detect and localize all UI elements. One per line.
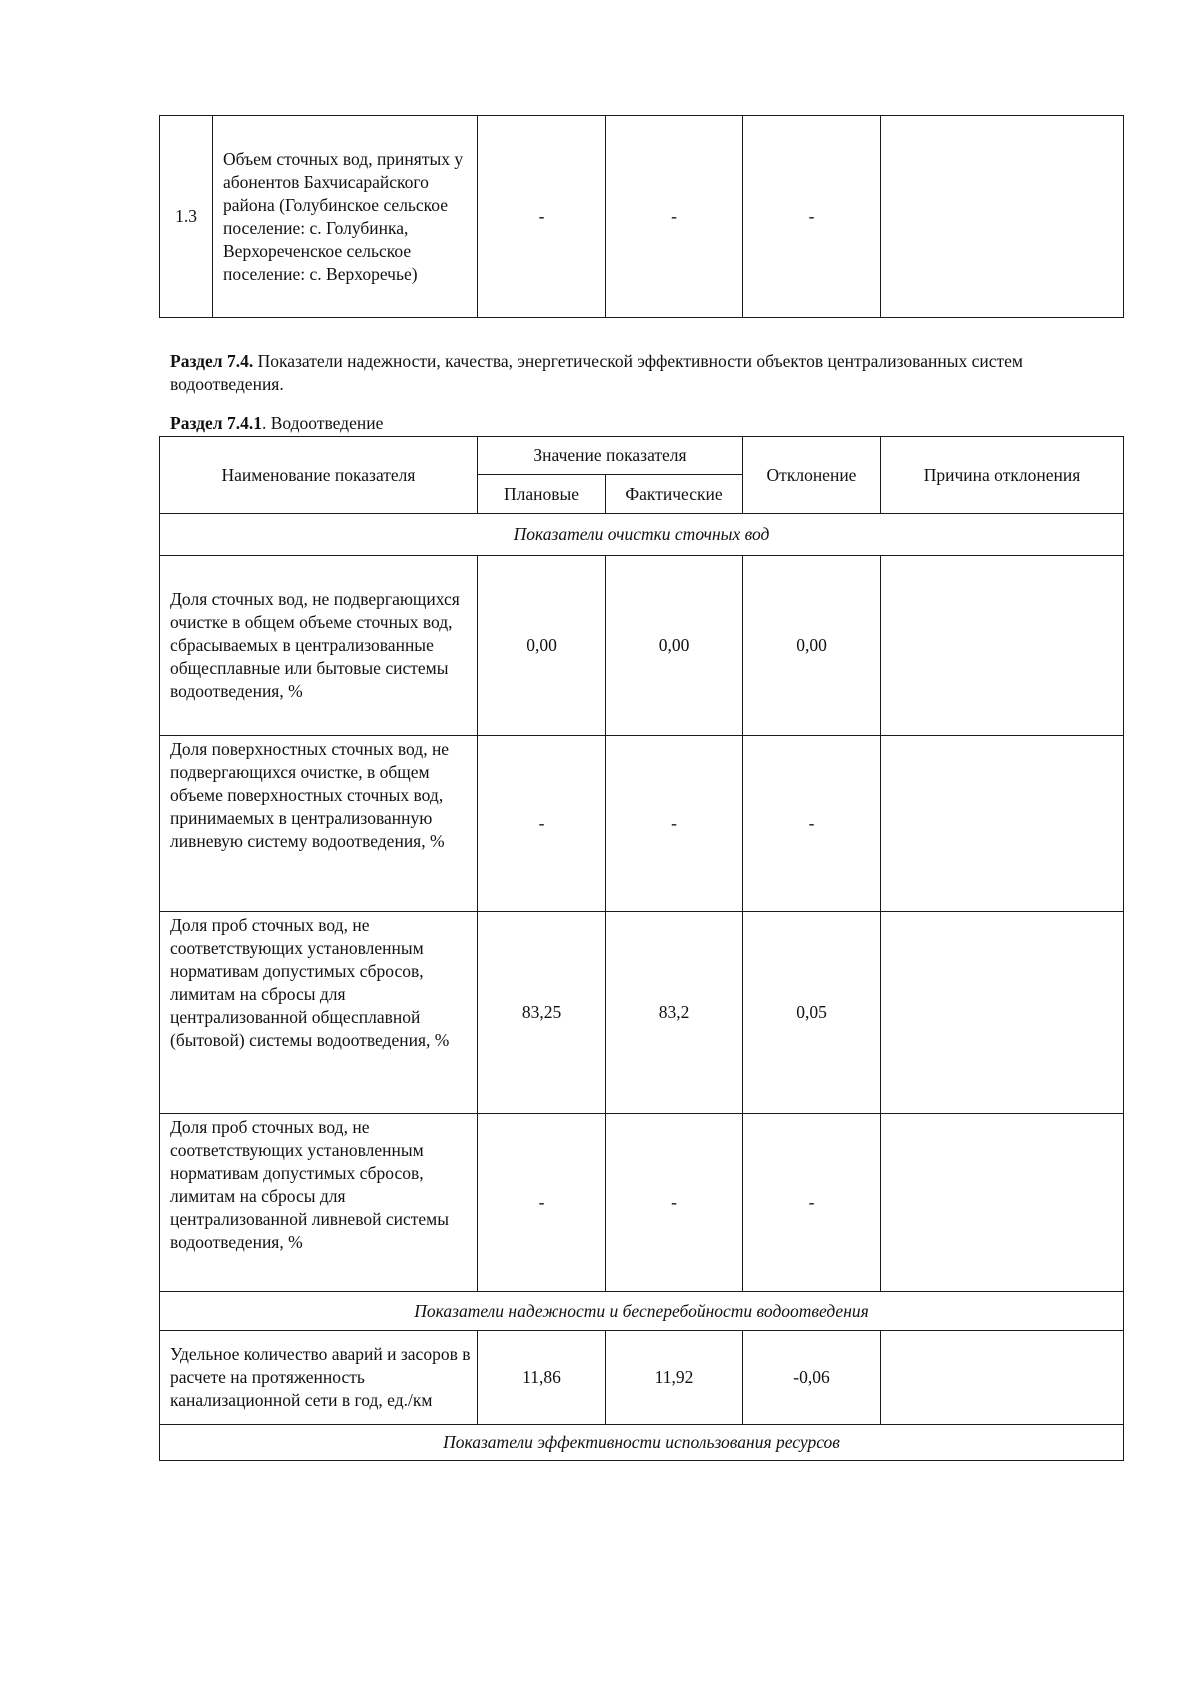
reason-value bbox=[881, 1331, 1124, 1425]
plan-value: 83,25 bbox=[478, 912, 606, 1114]
table-row bbox=[160, 912, 1124, 1114]
deviation-value: - bbox=[743, 116, 881, 318]
reason-value bbox=[881, 556, 1124, 736]
header-plan: Плановые bbox=[478, 475, 606, 514]
header-fact: Фактические bbox=[606, 475, 743, 514]
deviation-value: - bbox=[743, 736, 881, 912]
indicators-table bbox=[159, 436, 1124, 1461]
table-row bbox=[160, 736, 1124, 912]
section-text: . Водоотведение bbox=[261, 413, 384, 433]
table-row bbox=[160, 556, 1124, 736]
deviation-value: 0,00 bbox=[743, 556, 881, 736]
section-7-4-1-heading bbox=[170, 412, 1110, 435]
table-row bbox=[160, 1114, 1124, 1292]
group-title: Показатели надежности и бесперебойности водоотведения bbox=[160, 1292, 1124, 1331]
reason-value bbox=[881, 1114, 1124, 1292]
indicator-name: Объем сточных вод, принятых у абонентов Бахчисарайского района (Голубинское сельское поселение: с. Голубинка, Верхореченское сельское поселение: с. Верхоречье) bbox=[213, 116, 478, 318]
continuation-table bbox=[159, 115, 1124, 318]
section-label: Раздел 7.4.1 bbox=[170, 413, 262, 433]
plan-value: 0,00 bbox=[478, 556, 606, 736]
indicator-name: Доля сточных вод, не подвергающихся очистке в общем объеме сточных вод, сбрасываемых в централизованные общесплавные или бытовые системы водоотведения, % bbox=[160, 556, 478, 736]
header-name: Наименование показателя bbox=[160, 437, 478, 514]
reason-value bbox=[881, 116, 1124, 318]
indicator-name: Доля проб сточных вод, не соответствующих установленным нормативам допустимых сбросов, лимитам на сбросы для централизованной ливневой системы водоотведения, % bbox=[160, 1114, 478, 1292]
header-value-group: Значение показателя bbox=[478, 437, 743, 475]
group-title: Показатели эффективности использования ресурсов bbox=[160, 1425, 1124, 1461]
fact-value: - bbox=[606, 1114, 743, 1292]
reason-value bbox=[881, 912, 1124, 1114]
group-row bbox=[160, 514, 1124, 556]
plan-value: - bbox=[478, 736, 606, 912]
group-row bbox=[160, 1292, 1124, 1331]
plan-value: - bbox=[478, 1114, 606, 1292]
group-row bbox=[160, 1425, 1124, 1461]
fact-value: - bbox=[606, 116, 743, 318]
section-7-4-heading bbox=[170, 350, 1110, 396]
header-reason: Причина отклонения bbox=[881, 437, 1124, 514]
row-number: 1.3 bbox=[160, 116, 213, 318]
indicator-name: Удельное количество аварий и засоров в расчете на протяженность канализационной сети в год, ед./км bbox=[160, 1331, 478, 1425]
group-title: Показатели очистки сточных вод bbox=[160, 514, 1124, 556]
plan-value: - bbox=[478, 116, 606, 318]
reason-value bbox=[881, 736, 1124, 912]
deviation-value: - bbox=[743, 1114, 881, 1292]
section-label: Раздел 7.4. bbox=[170, 351, 254, 371]
fact-value: 11,92 bbox=[606, 1331, 743, 1425]
section-text: Показатели надежности, качества, энергетической эффективности объектов централизованных систем водоотведения. bbox=[170, 351, 1023, 394]
deviation-value: -0,06 bbox=[743, 1331, 881, 1425]
table-row bbox=[160, 1331, 1124, 1425]
indicator-name: Доля проб сточных вод, не соответствующих установленным нормативам допустимых сбросов, лимитам на сбросы для централизованной общесплавной (бытовой) системы водоотведения, % bbox=[160, 912, 478, 1114]
indicator-name: Доля поверхностных сточных вод, не подвергающихся очистке, в общем объеме поверхностных сточных вод, принимаемых в централизованную ливневую систему водоотведения, % bbox=[160, 736, 478, 912]
header-deviation: Отклонение bbox=[743, 437, 881, 514]
fact-value: 83,2 bbox=[606, 912, 743, 1114]
fact-value: 0,00 bbox=[606, 556, 743, 736]
deviation-value: 0,05 bbox=[743, 912, 881, 1114]
plan-value: 11,86 bbox=[478, 1331, 606, 1425]
fact-value: - bbox=[606, 736, 743, 912]
header-row bbox=[160, 437, 1124, 475]
table-row bbox=[160, 116, 1124, 318]
